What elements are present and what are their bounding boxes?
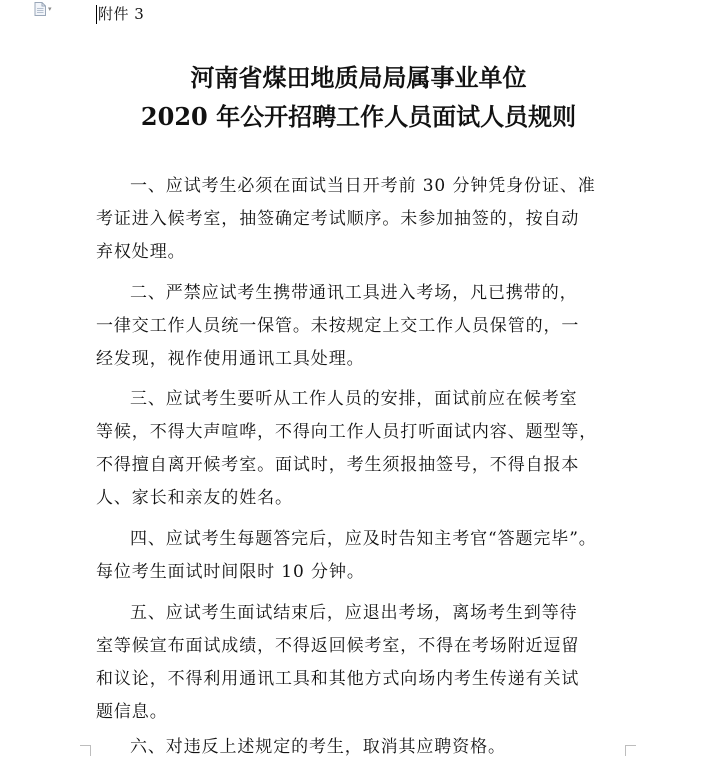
document-title-line-1: 河南省煤田地质局局属事业单位 bbox=[190, 63, 527, 92]
document-icon bbox=[34, 2, 46, 16]
rule-3-line: 不得擅自离开候考室。面试时，考生须报抽签号，不得自报本 bbox=[96, 455, 580, 475]
rule-6-line: 六、对违反上述规定的考生，取消其应聘资格。 bbox=[130, 737, 506, 757]
rule-2-line: 一律交工作人员统一保管。未按规定上交工作人员保管的，一 bbox=[96, 316, 580, 336]
rule-3-line: 人、家长和亲友的姓名。 bbox=[96, 488, 293, 508]
rule-4-line: 每位考生面试时间限时 10 分钟。 bbox=[96, 562, 365, 582]
rule-5-line: 和议论，不得利用通讯工具和其他方式向场内考生传递有关试 bbox=[96, 669, 580, 689]
dropdown-arrow-icon: ▾ bbox=[48, 4, 52, 13]
page-corner-mark-left bbox=[80, 745, 91, 756]
rule-2-line: 经发现，视作使用通讯工具处理。 bbox=[96, 349, 365, 369]
rule-4-line: 四、应试考生每题答完后，应及时告知主考官“答题完毕”。 bbox=[130, 529, 597, 549]
attachment-label: 附件 3 bbox=[98, 5, 145, 23]
rule-3-line: 等候，不得大声喧哗，不得向工作人员打听面试内容、题型等， bbox=[96, 422, 598, 442]
rule-1-line: 弃权处理。 bbox=[96, 242, 186, 262]
rule-5-line: 题信息。 bbox=[96, 702, 168, 722]
rule-1-line: 考证进入候考室，抽签确定考试顺序。未参加抽签的，按自动 bbox=[96, 209, 580, 229]
rule-5-line: 五、应试考生面试结束后，应退出考场，离场考生到等待 bbox=[130, 603, 578, 623]
rule-3-line: 三、应试考生要听从工作人员的安排，面试前应在候考室 bbox=[130, 389, 578, 409]
page-corner-mark-right bbox=[625, 745, 636, 756]
document-menu-button[interactable] bbox=[34, 2, 52, 16]
rule-5-line: 室等候宣布面试成绩，不得返回候考室，不得在考场附近逗留 bbox=[96, 636, 580, 656]
document-title-line-2: 2020 年公开招聘工作人员面试人员规则 bbox=[140, 102, 577, 131]
text-cursor bbox=[96, 5, 97, 24]
rule-2-line: 二、严禁应试考生携带通讯工具进入考场，凡已携带的， bbox=[130, 283, 578, 303]
rule-1-line: 一、应试考生必须在面试当日开考前 30 分钟凭身份证、准 bbox=[130, 176, 596, 196]
